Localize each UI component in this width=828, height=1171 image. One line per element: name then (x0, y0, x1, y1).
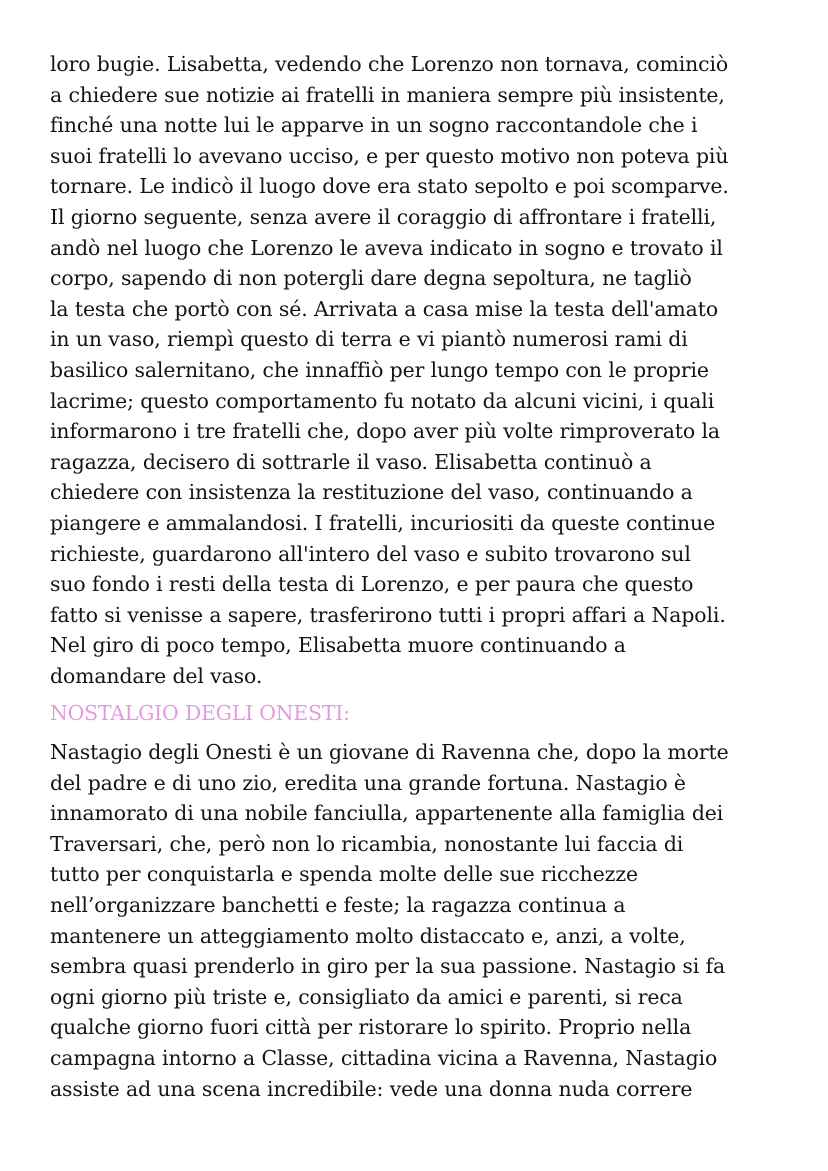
text-line: ragazza, decisero di sottrarle il vaso. Elisabetta continuò a (50, 449, 652, 474)
text-line: assiste ad una scena incredibile: vede una donna nuda correre (50, 1076, 693, 1101)
text-line: tornare. Le indicò il luogo dove era stato sepolto e poi scomparve. (50, 174, 729, 199)
text-line: Nel giro di poco tempo, Elisabetta muore continuando a (50, 633, 626, 658)
text-line: a chiedere sue notizie ai fratelli in maniera sempre più insistente, (50, 82, 725, 107)
text-line: chiedere con insistenza la restituzione del vaso, continuando a (50, 480, 693, 505)
text-line: andò nel luogo che Lorenzo le aveva indicato in sogno e trovato il (50, 235, 723, 260)
text-line: campagna intorno a Classe, cittadina vicina a Ravenna, Nastagio (50, 1046, 718, 1070)
document-page (50, 49, 790, 1104)
text-line: finché una notte lui le apparve in un sogno raccontandole che i (50, 113, 698, 138)
text-line: Traversari, che, però non lo ricambia, nonostante lui faccia di (50, 831, 684, 856)
paragraph-lisabetta (50, 49, 790, 691)
text-line: basilico salernitano, che innaffiò per lungo tempo con le proprie (50, 357, 709, 382)
text-line: del padre e di uno zio, eredita una grande fortuna. Nastagio è (50, 770, 686, 795)
text-line: ogni giorno più triste e, consigliato da amici e parenti, si reca (50, 984, 683, 1009)
text-line: Nastagio degli Onesti è un giovane di Ravenna che, dopo la morte (50, 740, 729, 765)
text-line: suoi fratelli lo avevano ucciso, e per questo motivo non poteva più (50, 143, 729, 168)
text-line: Il giorno seguente, senza avere il coraggio di affrontare i fratelli, (50, 204, 717, 229)
text-line: informarono i tre fratelli che, dopo aver più volte rimproverato la (50, 419, 720, 444)
text-line: innamorato di una nobile fanciulla, appartenente alla famiglia dei (50, 801, 724, 826)
text-line: nell’organizzare banchetti e feste; la ragazza continua a (50, 893, 626, 918)
text-line: in un vaso, riempì questo di terra e vi piantò numerosi rami di (50, 327, 688, 352)
text-line: la testa che portò con sé. Arrivata a casa mise la testa dell'amato (50, 296, 718, 321)
text-line: sembra quasi prenderlo in giro per la sua passione. Nastagio si fa (50, 954, 726, 979)
text-line: mantenere un atteggiamento molto distaccato e, anzi, a volte, (50, 923, 686, 948)
text-line: lacrime; questo comportamento fu notato da alcuni vicini, i quali (50, 388, 715, 413)
text-line: richieste, guardarono all'intero del vaso e subito trovarono sul (50, 541, 691, 566)
section-heading: NOSTALGIO DEGLI ONESTI: (50, 701, 350, 726)
text-line: tutto per conquistarla e spenda molte delle sue ricchezze (50, 862, 638, 887)
text-line: loro bugie. Lisabetta, vedendo che Lorenzo non tornava, cominciò (50, 52, 729, 76)
text-line: fatto si venisse a sapere, trasferirono tutti i propri affari a Napoli. (50, 602, 726, 627)
text-line: suo fondo i resti della testa di Lorenzo, e per paura che questo (50, 572, 694, 597)
text-line: corpo, sapendo di non potergli dare degna sepoltura, ne tagliò (50, 266, 692, 291)
text-line: piangere e ammalandosi. I fratelli, incuriositi da queste continue (50, 510, 716, 535)
paragraph-nastagio (50, 737, 790, 1104)
text-line: domandare del vaso. (50, 663, 263, 688)
text-line: qualche giorno fuori città per ristorare lo spirito. Proprio nella (50, 1015, 692, 1040)
